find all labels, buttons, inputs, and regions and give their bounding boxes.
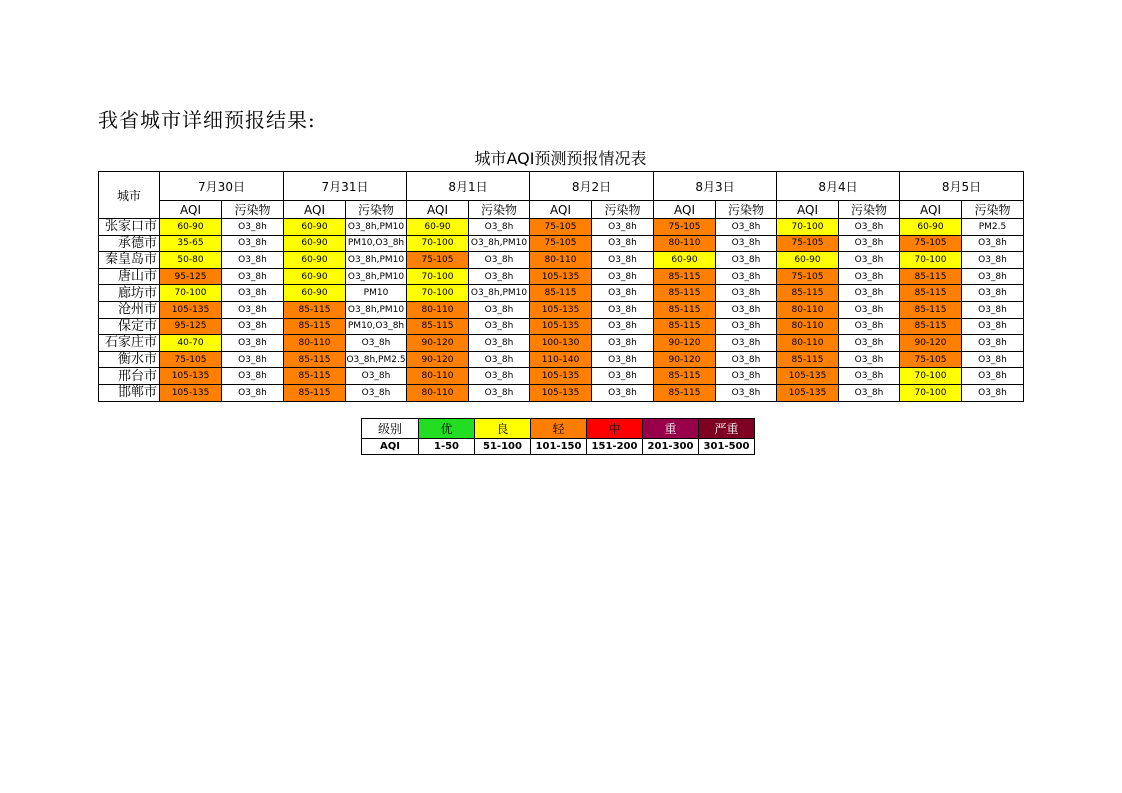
aqi-range-cell: 75-105 — [160, 351, 222, 368]
city-name: 廊坊市 — [99, 285, 160, 302]
aqi-range-cell: 85-115 — [284, 384, 346, 401]
aqi-range-cell: 110-140 — [530, 351, 592, 368]
pollutant-cell: O3_8h — [962, 235, 1024, 252]
legend-level-name: 重 — [643, 419, 699, 439]
table-row — [99, 301, 1024, 318]
pollutant-cell: O3_8h — [716, 368, 777, 385]
pollutant-cell: O3_8h,PM10 — [469, 285, 530, 302]
section-heading: 我省城市详细预报结果: — [98, 108, 316, 132]
pollutant-cell: O3_8h — [839, 268, 900, 285]
pollutant-cell: O3_8h — [469, 368, 530, 385]
pollutant-cell: O3_8h,PM10 — [346, 268, 407, 285]
aqi-range-cell: 105-135 — [530, 384, 592, 401]
pollutant-cell: O3_8h — [839, 285, 900, 302]
date-header-row — [99, 172, 1024, 201]
city-column-header: 城市 — [99, 172, 160, 219]
pollutant-subheader: 污染物 — [222, 201, 284, 219]
table-row — [99, 351, 1024, 368]
pollutant-cell: O3_8h — [839, 368, 900, 385]
pollutant-cell: O3_8h — [962, 368, 1024, 385]
pollutant-cell: O3_8h — [716, 268, 777, 285]
pollutant-cell: O3_8h — [222, 351, 284, 368]
subheader-row — [99, 201, 1024, 219]
pollutant-subheader: 污染物 — [469, 201, 530, 219]
aqi-range-cell: 105-135 — [530, 368, 592, 385]
pollutant-subheader: 污染物 — [839, 201, 900, 219]
aqi-range-cell: 90-120 — [654, 335, 716, 352]
pollutant-cell: PM10,O3_8h — [346, 318, 407, 335]
aqi-subheader: AQI — [654, 201, 716, 219]
date-header: 8月3日 — [654, 172, 777, 201]
legend-level-row — [362, 419, 755, 439]
aqi-range-cell: 60-90 — [284, 285, 346, 302]
pollutant-cell: O3_8h — [962, 384, 1024, 401]
pollutant-cell: O3_8h — [839, 235, 900, 252]
aqi-range-cell: 75-105 — [654, 219, 716, 236]
aqi-range-cell: 100-130 — [530, 335, 592, 352]
pollutant-cell: O3_8h — [346, 368, 407, 385]
aqi-range-cell: 105-135 — [530, 268, 592, 285]
aqi-range-cell: 90-120 — [654, 351, 716, 368]
pollutant-cell: PM10,O3_8h — [346, 235, 407, 252]
city-name: 保定市 — [99, 318, 160, 335]
aqi-range-cell: 80-110 — [284, 335, 346, 352]
aqi-range-cell: 60-90 — [284, 252, 346, 269]
aqi-range-cell: 60-90 — [777, 252, 839, 269]
pollutant-cell: O3_8h — [962, 318, 1024, 335]
table-row — [99, 285, 1024, 302]
table-row — [99, 368, 1024, 385]
pollutant-cell: O3_8h — [839, 219, 900, 236]
aqi-range-cell: 80-110 — [407, 301, 469, 318]
aqi-range-cell: 80-110 — [777, 335, 839, 352]
legend-level-name: 优 — [419, 419, 475, 439]
pollutant-cell: O3_8h — [222, 285, 284, 302]
legend-aqi-row — [362, 439, 755, 455]
table-title: 城市AQI预测预报情况表 — [474, 149, 647, 168]
legend-level-range: 201-300 — [643, 439, 699, 455]
aqi-range-cell: 105-135 — [777, 368, 839, 385]
aqi-range-cell: 85-115 — [284, 318, 346, 335]
aqi-range-cell: 80-110 — [530, 252, 592, 269]
pollutant-cell: O3_8h — [592, 252, 654, 269]
pollutant-cell: O3_8h — [716, 252, 777, 269]
aqi-table-body — [99, 219, 1024, 402]
pollutant-cell: PM10 — [346, 285, 407, 302]
pollutant-cell: O3_8h — [592, 235, 654, 252]
aqi-range-cell: 85-115 — [900, 318, 962, 335]
aqi-range-cell: 85-115 — [777, 351, 839, 368]
aqi-range-cell: 75-105 — [530, 235, 592, 252]
pollutant-cell: O3_8h — [592, 368, 654, 385]
table-row — [99, 335, 1024, 352]
aqi-range-cell: 70-100 — [900, 384, 962, 401]
city-name: 石家庄市 — [99, 335, 160, 352]
pollutant-cell: O3_8h — [716, 301, 777, 318]
pollutant-cell: O3_8h — [716, 384, 777, 401]
pollutant-cell: O3_8h — [346, 335, 407, 352]
aqi-range-cell: 75-105 — [530, 219, 592, 236]
pollutant-cell: O3_8h — [222, 268, 284, 285]
date-header: 8月1日 — [407, 172, 530, 201]
aqi-range-cell: 75-105 — [777, 235, 839, 252]
pollutant-cell: O3_8h — [962, 351, 1024, 368]
date-header: 7月30日 — [160, 172, 284, 201]
aqi-range-cell: 70-100 — [407, 235, 469, 252]
pollutant-cell: O3_8h — [592, 351, 654, 368]
aqi-range-cell: 60-90 — [654, 252, 716, 269]
pollutant-cell: O3_8h — [839, 252, 900, 269]
aqi-range-cell: 70-100 — [900, 252, 962, 269]
pollutant-cell: O3_8h — [962, 285, 1024, 302]
pollutant-cell: O3_8h — [716, 219, 777, 236]
aqi-range-cell: 105-135 — [777, 384, 839, 401]
aqi-range-cell: 80-110 — [777, 301, 839, 318]
aqi-range-cell: 85-115 — [654, 268, 716, 285]
aqi-range-cell: 85-115 — [654, 285, 716, 302]
city-name: 衡水市 — [99, 351, 160, 368]
legend-level-range: 1-50 — [419, 439, 475, 455]
legend-level-name: 严重 — [699, 419, 755, 439]
city-name: 承德市 — [99, 235, 160, 252]
aqi-range-cell: 85-115 — [284, 351, 346, 368]
pollutant-cell: O3_8h — [962, 268, 1024, 285]
pollutant-cell: O3_8h — [839, 318, 900, 335]
table-row — [99, 268, 1024, 285]
table-row — [99, 318, 1024, 335]
aqi-level-legend — [361, 418, 755, 455]
city-name: 唐山市 — [99, 268, 160, 285]
city-name: 张家口市 — [99, 219, 160, 236]
city-name: 邢台市 — [99, 368, 160, 385]
legend-level-range: 301-500 — [699, 439, 755, 455]
legend-level-name: 良 — [475, 419, 531, 439]
pollutant-cell: O3_8h — [222, 368, 284, 385]
aqi-range-cell: 80-110 — [777, 318, 839, 335]
city-name: 沧州市 — [99, 301, 160, 318]
pollutant-cell: O3_8h — [469, 301, 530, 318]
pollutant-cell: O3_8h — [222, 252, 284, 269]
pollutant-cell: O3_8h,PM2.5 — [346, 351, 407, 368]
pollutant-cell: O3_8h — [839, 384, 900, 401]
pollutant-cell: O3_8h — [469, 351, 530, 368]
pollutant-cell: O3_8h — [469, 318, 530, 335]
aqi-range-cell: 80-110 — [654, 235, 716, 252]
legend-level-name: 中 — [587, 419, 643, 439]
pollutant-cell: O3_8h — [716, 235, 777, 252]
pollutant-cell: O3_8h — [592, 335, 654, 352]
aqi-range-cell: 60-90 — [284, 268, 346, 285]
pollutant-cell: O3_8h — [962, 301, 1024, 318]
aqi-range-cell: 85-115 — [407, 318, 469, 335]
pollutant-cell: O3_8h — [839, 351, 900, 368]
aqi-subheader: AQI — [777, 201, 839, 219]
pollutant-cell: O3_8h,PM10 — [346, 252, 407, 269]
pollutant-cell: O3_8h — [716, 285, 777, 302]
aqi-forecast-table — [98, 171, 1024, 402]
aqi-range-cell: 60-90 — [160, 219, 222, 236]
aqi-range-cell: 90-120 — [900, 335, 962, 352]
aqi-subheader: AQI — [900, 201, 962, 219]
aqi-range-cell: 75-105 — [407, 252, 469, 269]
aqi-range-cell: 95-125 — [160, 318, 222, 335]
aqi-range-cell: 70-100 — [160, 285, 222, 302]
aqi-range-cell: 40-70 — [160, 335, 222, 352]
aqi-range-cell: 105-135 — [160, 368, 222, 385]
table-row — [99, 219, 1024, 236]
aqi-range-cell: 105-135 — [530, 318, 592, 335]
pollutant-cell: O3_8h — [469, 384, 530, 401]
aqi-range-cell: 85-115 — [654, 368, 716, 385]
pollutant-subheader: 污染物 — [346, 201, 407, 219]
aqi-range-cell: 105-135 — [160, 384, 222, 401]
legend-level-range: 151-200 — [587, 439, 643, 455]
pollutant-cell: O3_8h — [839, 335, 900, 352]
aqi-range-cell: 85-115 — [284, 301, 346, 318]
aqi-range-cell: 70-100 — [407, 285, 469, 302]
pollutant-subheader: 污染物 — [716, 201, 777, 219]
date-header: 8月2日 — [530, 172, 654, 201]
aqi-range-cell: 70-100 — [407, 268, 469, 285]
aqi-range-cell: 85-115 — [900, 285, 962, 302]
pollutant-subheader: 污染物 — [592, 201, 654, 219]
aqi-range-cell: 85-115 — [530, 285, 592, 302]
aqi-range-cell: 80-110 — [407, 384, 469, 401]
pollutant-cell: O3_8h — [469, 252, 530, 269]
city-name: 邯郸市 — [99, 384, 160, 401]
legend-level-label: 级别 — [362, 419, 419, 439]
legend-level-name: 轻 — [531, 419, 587, 439]
aqi-range-cell: 85-115 — [654, 384, 716, 401]
aqi-range-cell: 90-120 — [407, 335, 469, 352]
pollutant-cell: O3_8h — [346, 384, 407, 401]
pollutant-cell: O3_8h — [469, 219, 530, 236]
aqi-range-cell: 70-100 — [777, 219, 839, 236]
legend-level-range: 51-100 — [475, 439, 531, 455]
aqi-range-cell: 105-135 — [530, 301, 592, 318]
aqi-range-cell: 50-80 — [160, 252, 222, 269]
pollutant-cell: O3_8h — [592, 268, 654, 285]
pollutant-cell: O3_8h — [716, 335, 777, 352]
aqi-range-cell: 85-115 — [654, 318, 716, 335]
pollutant-cell: O3_8h — [592, 318, 654, 335]
legend-aqi-label: AQI — [362, 439, 419, 455]
aqi-range-cell: 60-90 — [284, 219, 346, 236]
aqi-range-cell: 75-105 — [900, 351, 962, 368]
pollutant-cell: O3_8h — [222, 219, 284, 236]
pollutant-cell: O3_8h — [469, 335, 530, 352]
aqi-range-cell: 60-90 — [284, 235, 346, 252]
city-name: 秦皇岛市 — [99, 252, 160, 269]
pollutant-cell: O3_8h — [716, 351, 777, 368]
pollutant-cell: O3_8h,PM10 — [346, 219, 407, 236]
table-row — [99, 384, 1024, 401]
aqi-range-cell: 95-125 — [160, 268, 222, 285]
aqi-subheader: AQI — [284, 201, 346, 219]
aqi-subheader: AQI — [407, 201, 469, 219]
aqi-range-cell: 75-105 — [777, 268, 839, 285]
pollutant-cell: O3_8h,PM10 — [346, 301, 407, 318]
aqi-range-cell: 80-110 — [407, 368, 469, 385]
legend-level-range: 101-150 — [531, 439, 587, 455]
pollutant-cell: PM2.5 — [962, 219, 1024, 236]
pollutant-cell: O3_8h — [469, 268, 530, 285]
aqi-range-cell: 35-65 — [160, 235, 222, 252]
aqi-range-cell: 60-90 — [407, 219, 469, 236]
pollutant-cell: O3_8h — [592, 301, 654, 318]
aqi-range-cell: 105-135 — [160, 301, 222, 318]
aqi-range-cell: 90-120 — [407, 351, 469, 368]
pollutant-cell: O3_8h — [716, 318, 777, 335]
pollutant-cell: O3_8h — [222, 235, 284, 252]
aqi-range-cell: 85-115 — [777, 285, 839, 302]
aqi-range-cell: 60-90 — [900, 219, 962, 236]
aqi-subheader: AQI — [160, 201, 222, 219]
date-header: 7月31日 — [284, 172, 407, 201]
pollutant-cell: O3_8h,PM10 — [469, 235, 530, 252]
pollutant-cell: O3_8h — [839, 301, 900, 318]
date-header: 8月5日 — [900, 172, 1024, 201]
pollutant-cell: O3_8h — [962, 252, 1024, 269]
pollutant-subheader: 污染物 — [962, 201, 1024, 219]
aqi-range-cell: 85-115 — [900, 301, 962, 318]
pollutant-cell: O3_8h — [222, 301, 284, 318]
aqi-range-cell: 75-105 — [900, 235, 962, 252]
pollutant-cell: O3_8h — [592, 285, 654, 302]
pollutant-cell: O3_8h — [592, 219, 654, 236]
aqi-range-cell: 85-115 — [654, 301, 716, 318]
pollutant-cell: O3_8h — [222, 318, 284, 335]
aqi-range-cell: 85-115 — [284, 368, 346, 385]
pollutant-cell: O3_8h — [592, 384, 654, 401]
pollutant-cell: O3_8h — [222, 335, 284, 352]
pollutant-cell: O3_8h — [222, 384, 284, 401]
table-row — [99, 252, 1024, 269]
pollutant-cell: O3_8h — [962, 335, 1024, 352]
date-header: 8月4日 — [777, 172, 900, 201]
table-row — [99, 235, 1024, 252]
aqi-range-cell: 85-115 — [900, 268, 962, 285]
aqi-subheader: AQI — [530, 201, 592, 219]
aqi-range-cell: 70-100 — [900, 368, 962, 385]
